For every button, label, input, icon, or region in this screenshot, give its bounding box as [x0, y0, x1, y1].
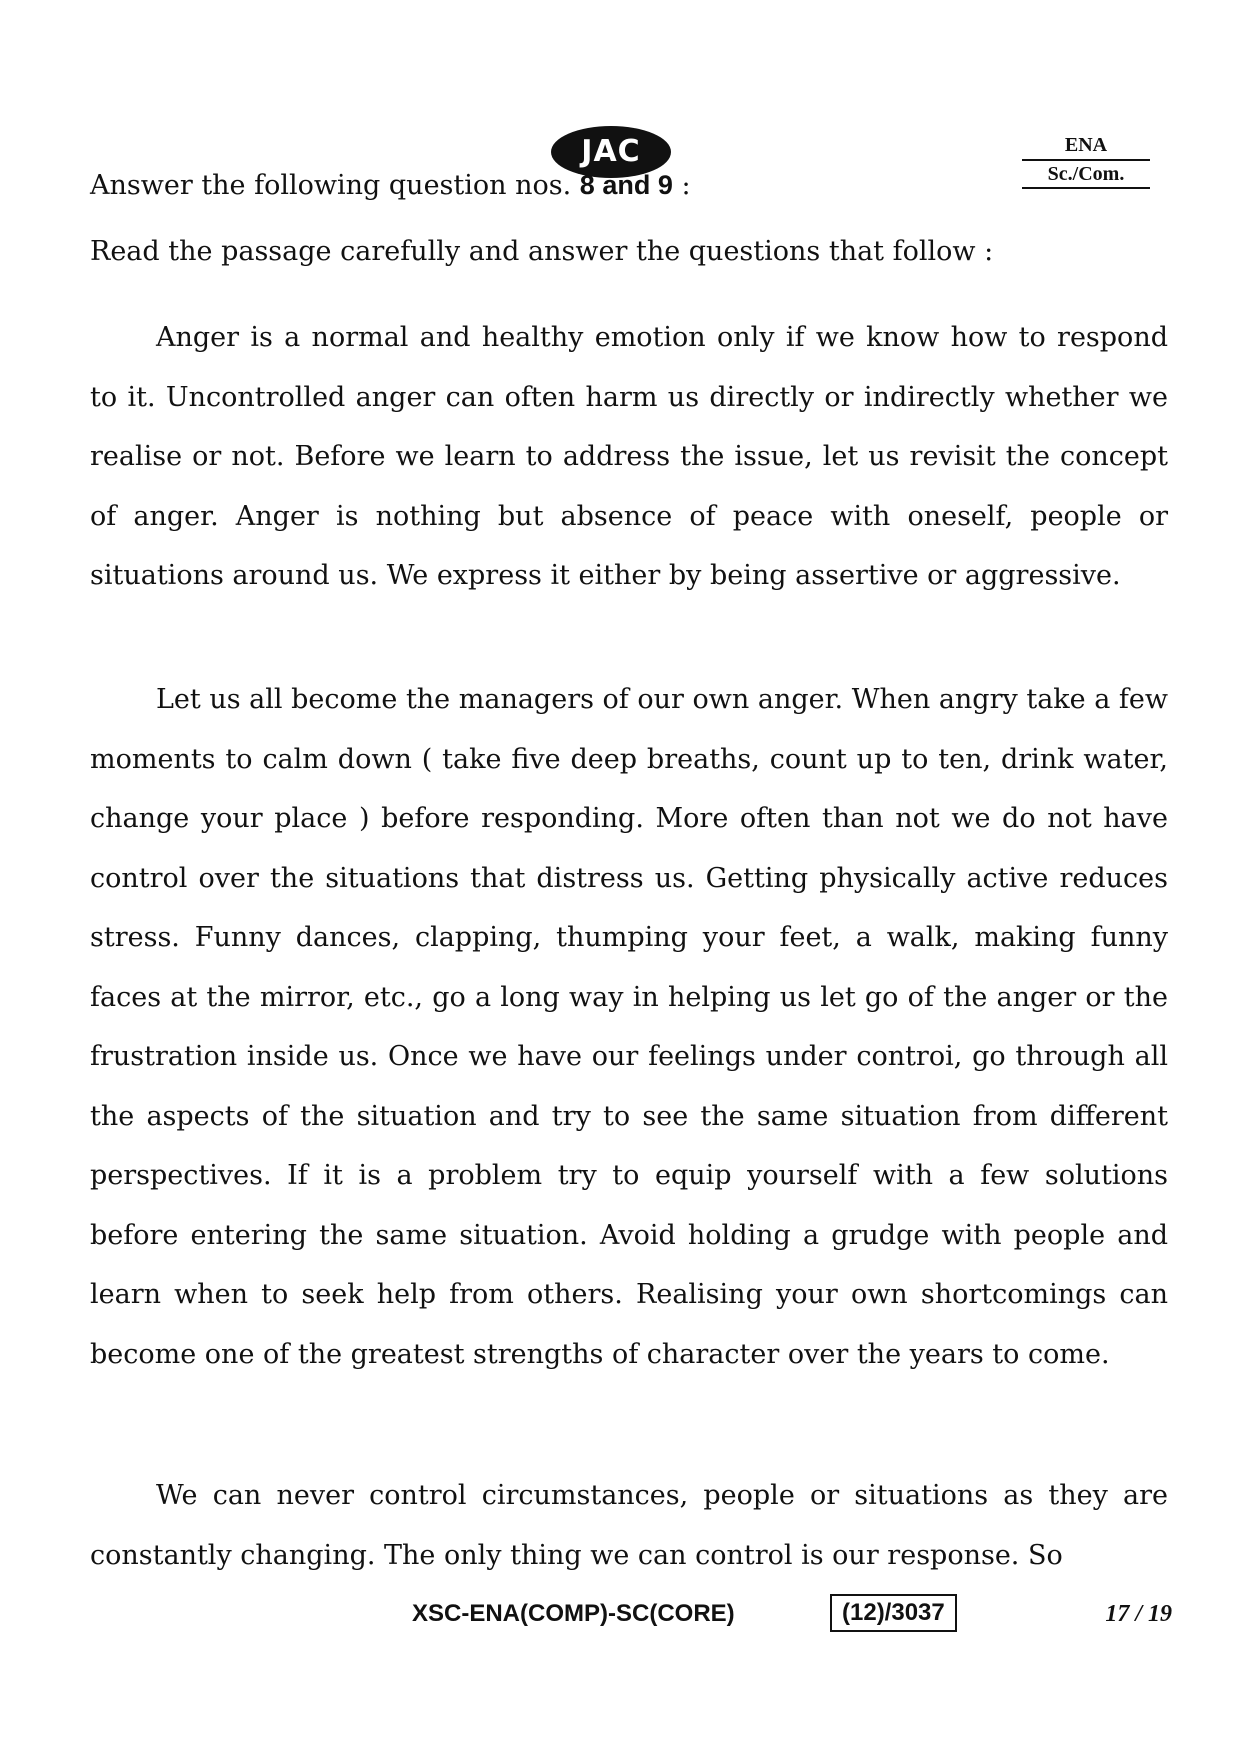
passage-paragraph: We can never control circumstances, people or situations as they are constantly changing. The only thing we can control is our response. So [90, 1480, 1168, 1571]
page-number: 17 / 19 [1105, 1601, 1172, 1627]
question-instruction [90, 170, 691, 201]
passage-paragraph: Anger is a normal and healthy emotion only if we know how to respond to it. Uncontrolled anger can often harm us directly or indirectly whether we realise or not. Before we learn to address the issue, let us revisit the concept of anger. Anger is nothing but absence of peace with oneself, people or situations around us. We express it either by being assertive or aggressive. [90, 322, 1168, 591]
stream-label: Sc./Com. [1022, 161, 1150, 189]
set-code-box: (12)/3037 [830, 1594, 957, 1632]
instruction-suffix: : [681, 170, 691, 201]
passage-paragraph: Let us all become the managers of our own anger. When angry take a few moments to calm down ( take five deep breaths, count up to ten, drink water, change your place ) before responding. More often than not we do not have control over the situations that distress us. Getting physically active reduces stress. Funny dances, clapping, thumping your feet, a walk, making funny faces at the mirror, etc., go a long way in helping us let go of the anger or the frustration inside us. Once we have our feelings under controi, go through all the aspects of the situation and try to see the same situation from different perspectives. If it is a problem try to equip yourself with a few solutions before entering the same situation. Avoid holding a grudge with people and learn when to seek help from others. Realising your own shortcomings can become one of the greatest strengths of character over the years to come. [90, 684, 1168, 1370]
page-footer [412, 1594, 1172, 1634]
subject-code-box [1022, 132, 1150, 189]
subject-code: ENA [1022, 132, 1150, 161]
question-numbers: 8 and 9 [579, 170, 673, 200]
read-passage-instruction: Read the passage carefully and answer the questions that follow : [90, 236, 994, 267]
instruction-prefix: Answer the following question nos. [90, 170, 572, 201]
series-code: XSC-ENA(COMP)-SC(CORE) [412, 1600, 735, 1627]
jac-logo: JAC [551, 126, 671, 178]
